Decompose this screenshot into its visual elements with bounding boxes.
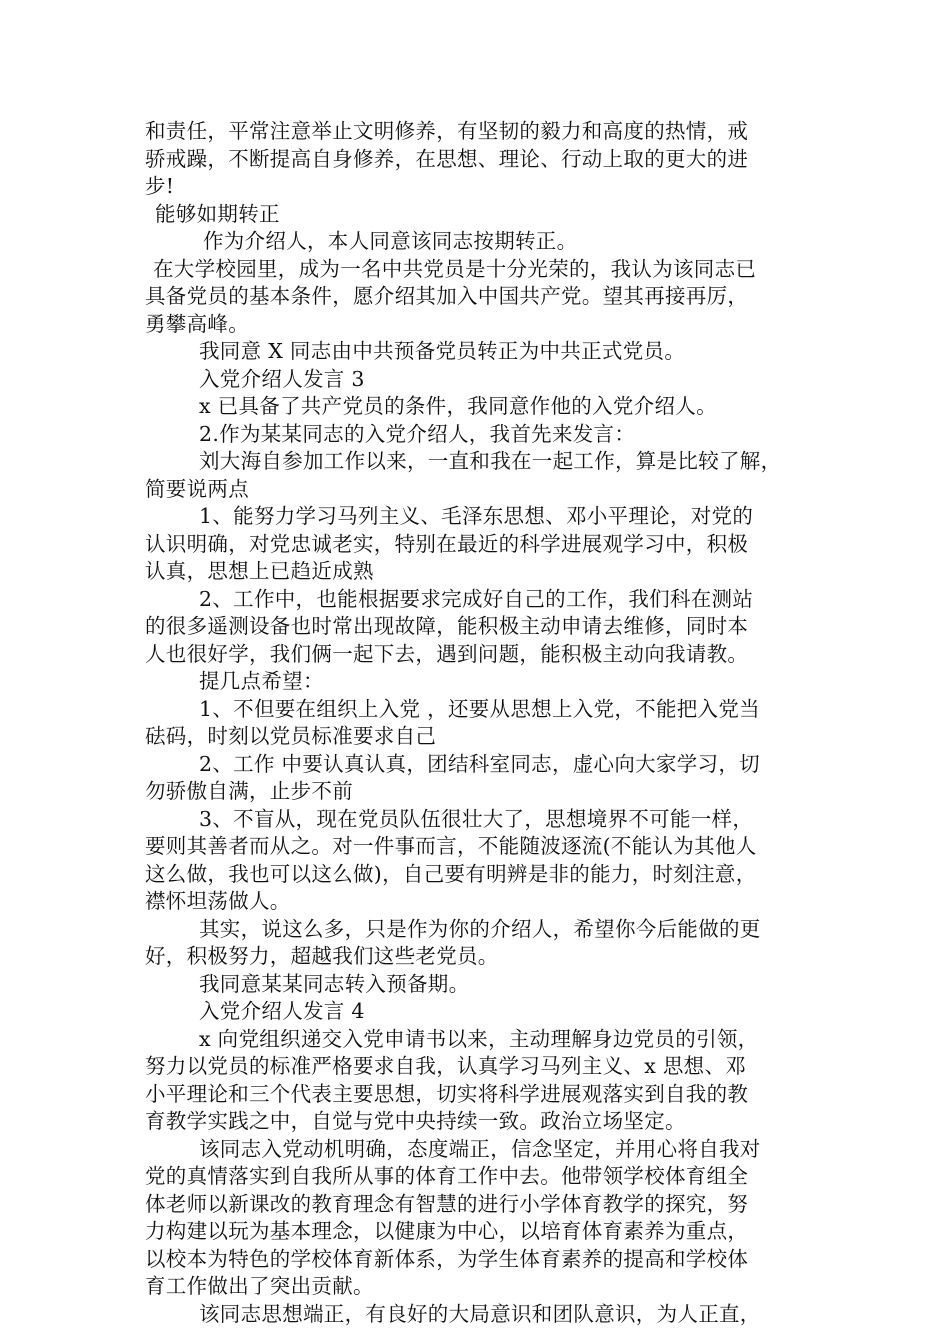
text-line: 提几点希望： bbox=[199, 669, 324, 693]
text-line: 好，积极努力，超越我们这些老党员。 bbox=[145, 944, 499, 968]
text-line: 认识明确，对党忠诚老实，特别在最近的科学进展观学习中，积极 bbox=[145, 531, 749, 556]
text-line: x 向党组织递交入党申请书以来，主动理解身边党员的引领， bbox=[199, 1026, 759, 1051]
section-heading: 入党介绍人发言 4 bbox=[199, 999, 365, 1023]
document-body bbox=[145, 118, 810, 1328]
text-line: 人也很好学，我们俩一起下去，遇到问题，能积极主动向我请教。 bbox=[145, 641, 749, 666]
text-line: 其实，说这么多，只是作为你的介绍人，希望你今后能做的更 bbox=[199, 916, 761, 941]
text-line: 2、工作中，也能根据要求完成好自己的工作，我们科在测站 bbox=[199, 586, 754, 611]
text-line: 体老师以新课改的教育理念有智慧的进行小学体育教学的探究，努 bbox=[145, 1191, 749, 1216]
text-line: 育工作做出了突出贡献。 bbox=[145, 1274, 374, 1298]
text-line: 育教学实践之中，自觉与党中央持续一致。政治立场坚定。 bbox=[145, 1109, 686, 1133]
text-line: 襟怀坦荡做人。 bbox=[145, 889, 291, 913]
text-line: 该同志思想端正，有良好的大局意识和团队意识，为人正直， bbox=[199, 1301, 761, 1326]
text-line: 努力以党员的标准严格要求自我，认真学习马列主义、x 思想、邓 bbox=[145, 1054, 747, 1078]
text-line: 3、不盲从，现在党员队伍很壮大了，思想境界不可能一样， bbox=[199, 806, 754, 831]
text-line: 的很多遥测设备也时常出现故障，能积极主动申请去维修，同时本 bbox=[145, 614, 749, 638]
text-line: 我同意某某同志转入预备期。 bbox=[199, 971, 470, 996]
text-line: 1、能努力学习马列主义、毛泽东思想、邓小平理论，对党的 bbox=[199, 504, 754, 528]
text-line: 以校本为特色的学校体育新体系，为学生体育素养的提高和学校体 bbox=[145, 1246, 749, 1271]
text-line: 该同志入党动机明确，态度端正，信念坚定，并用心将自我对 bbox=[199, 1136, 761, 1161]
text-line: 具备党员的基本条件，愿介绍其加入中国共产党。望其再接再厉， bbox=[145, 284, 749, 308]
text-line: 和责任，平常注意举止文明修养，有坚韧的毅力和高度的热情，戒 bbox=[145, 119, 749, 143]
text-line: 1、不但要在组织上入党 ，还要从思想上入党，不能把入党当 bbox=[199, 696, 760, 721]
text-line: 小平理论和三个代表主要思想，切实将科学进展观落实到自我的教 bbox=[145, 1081, 749, 1106]
text-line: 能够如期转正 bbox=[155, 201, 280, 226]
text-line: 作为介绍人，本人同意该同志按期转正。 bbox=[203, 229, 578, 253]
text-line: 要则其善者而从之。对一件事而言，不能随波逐流(不能认为其他人 bbox=[145, 834, 757, 858]
text-line: x 已具备了共产党员的条件，我同意作他的入党介绍人。 bbox=[199, 394, 717, 418]
text-line: 勇攀高峰。 bbox=[145, 311, 249, 336]
text-line: 勿骄傲自满，止步不前 bbox=[145, 779, 353, 803]
text-line: 刘大海自参加工作以来，一直和我在一起工作，算是比较了解， bbox=[199, 449, 782, 473]
text-line: 认真，思想上已趋近成熟 bbox=[145, 559, 374, 583]
text-line: 2.作为某某同志的入党介绍人，我首先来发言： bbox=[199, 421, 636, 446]
text-line: 步! bbox=[145, 174, 175, 198]
text-line: 2、工作 中要认真认真，团结科室同志，虚心向大家学习，切 bbox=[199, 751, 760, 776]
section-heading: 入党介绍人发言 3 bbox=[199, 366, 365, 391]
text-line: 党的真情落实到自我所从事的体育工作中去。他带领学校体育组全 bbox=[145, 1164, 749, 1188]
text-line: 骄戒躁，不断提高自身修养，在思想、理论、行动上取的更大的进 bbox=[145, 146, 749, 171]
text-line: 我同意 X 同志由中共预备党员转正为中共正式党员。 bbox=[199, 339, 686, 363]
text-line: 砝码，时刻以党员标准要求自己 bbox=[145, 724, 437, 748]
text-line: 简要说两点 bbox=[145, 476, 249, 501]
text-line: 这么做，我也可以这么做)，自己要有明辨是非的能力，时刻注意， bbox=[145, 861, 757, 886]
text-line: 力构建以玩为基本理念，以健康为中心，以培育体育素养为重点， bbox=[145, 1219, 749, 1243]
text-line: 在大学校园里，成为一名中共党员是十分光荣的，我认为该同志已 bbox=[153, 256, 757, 281]
